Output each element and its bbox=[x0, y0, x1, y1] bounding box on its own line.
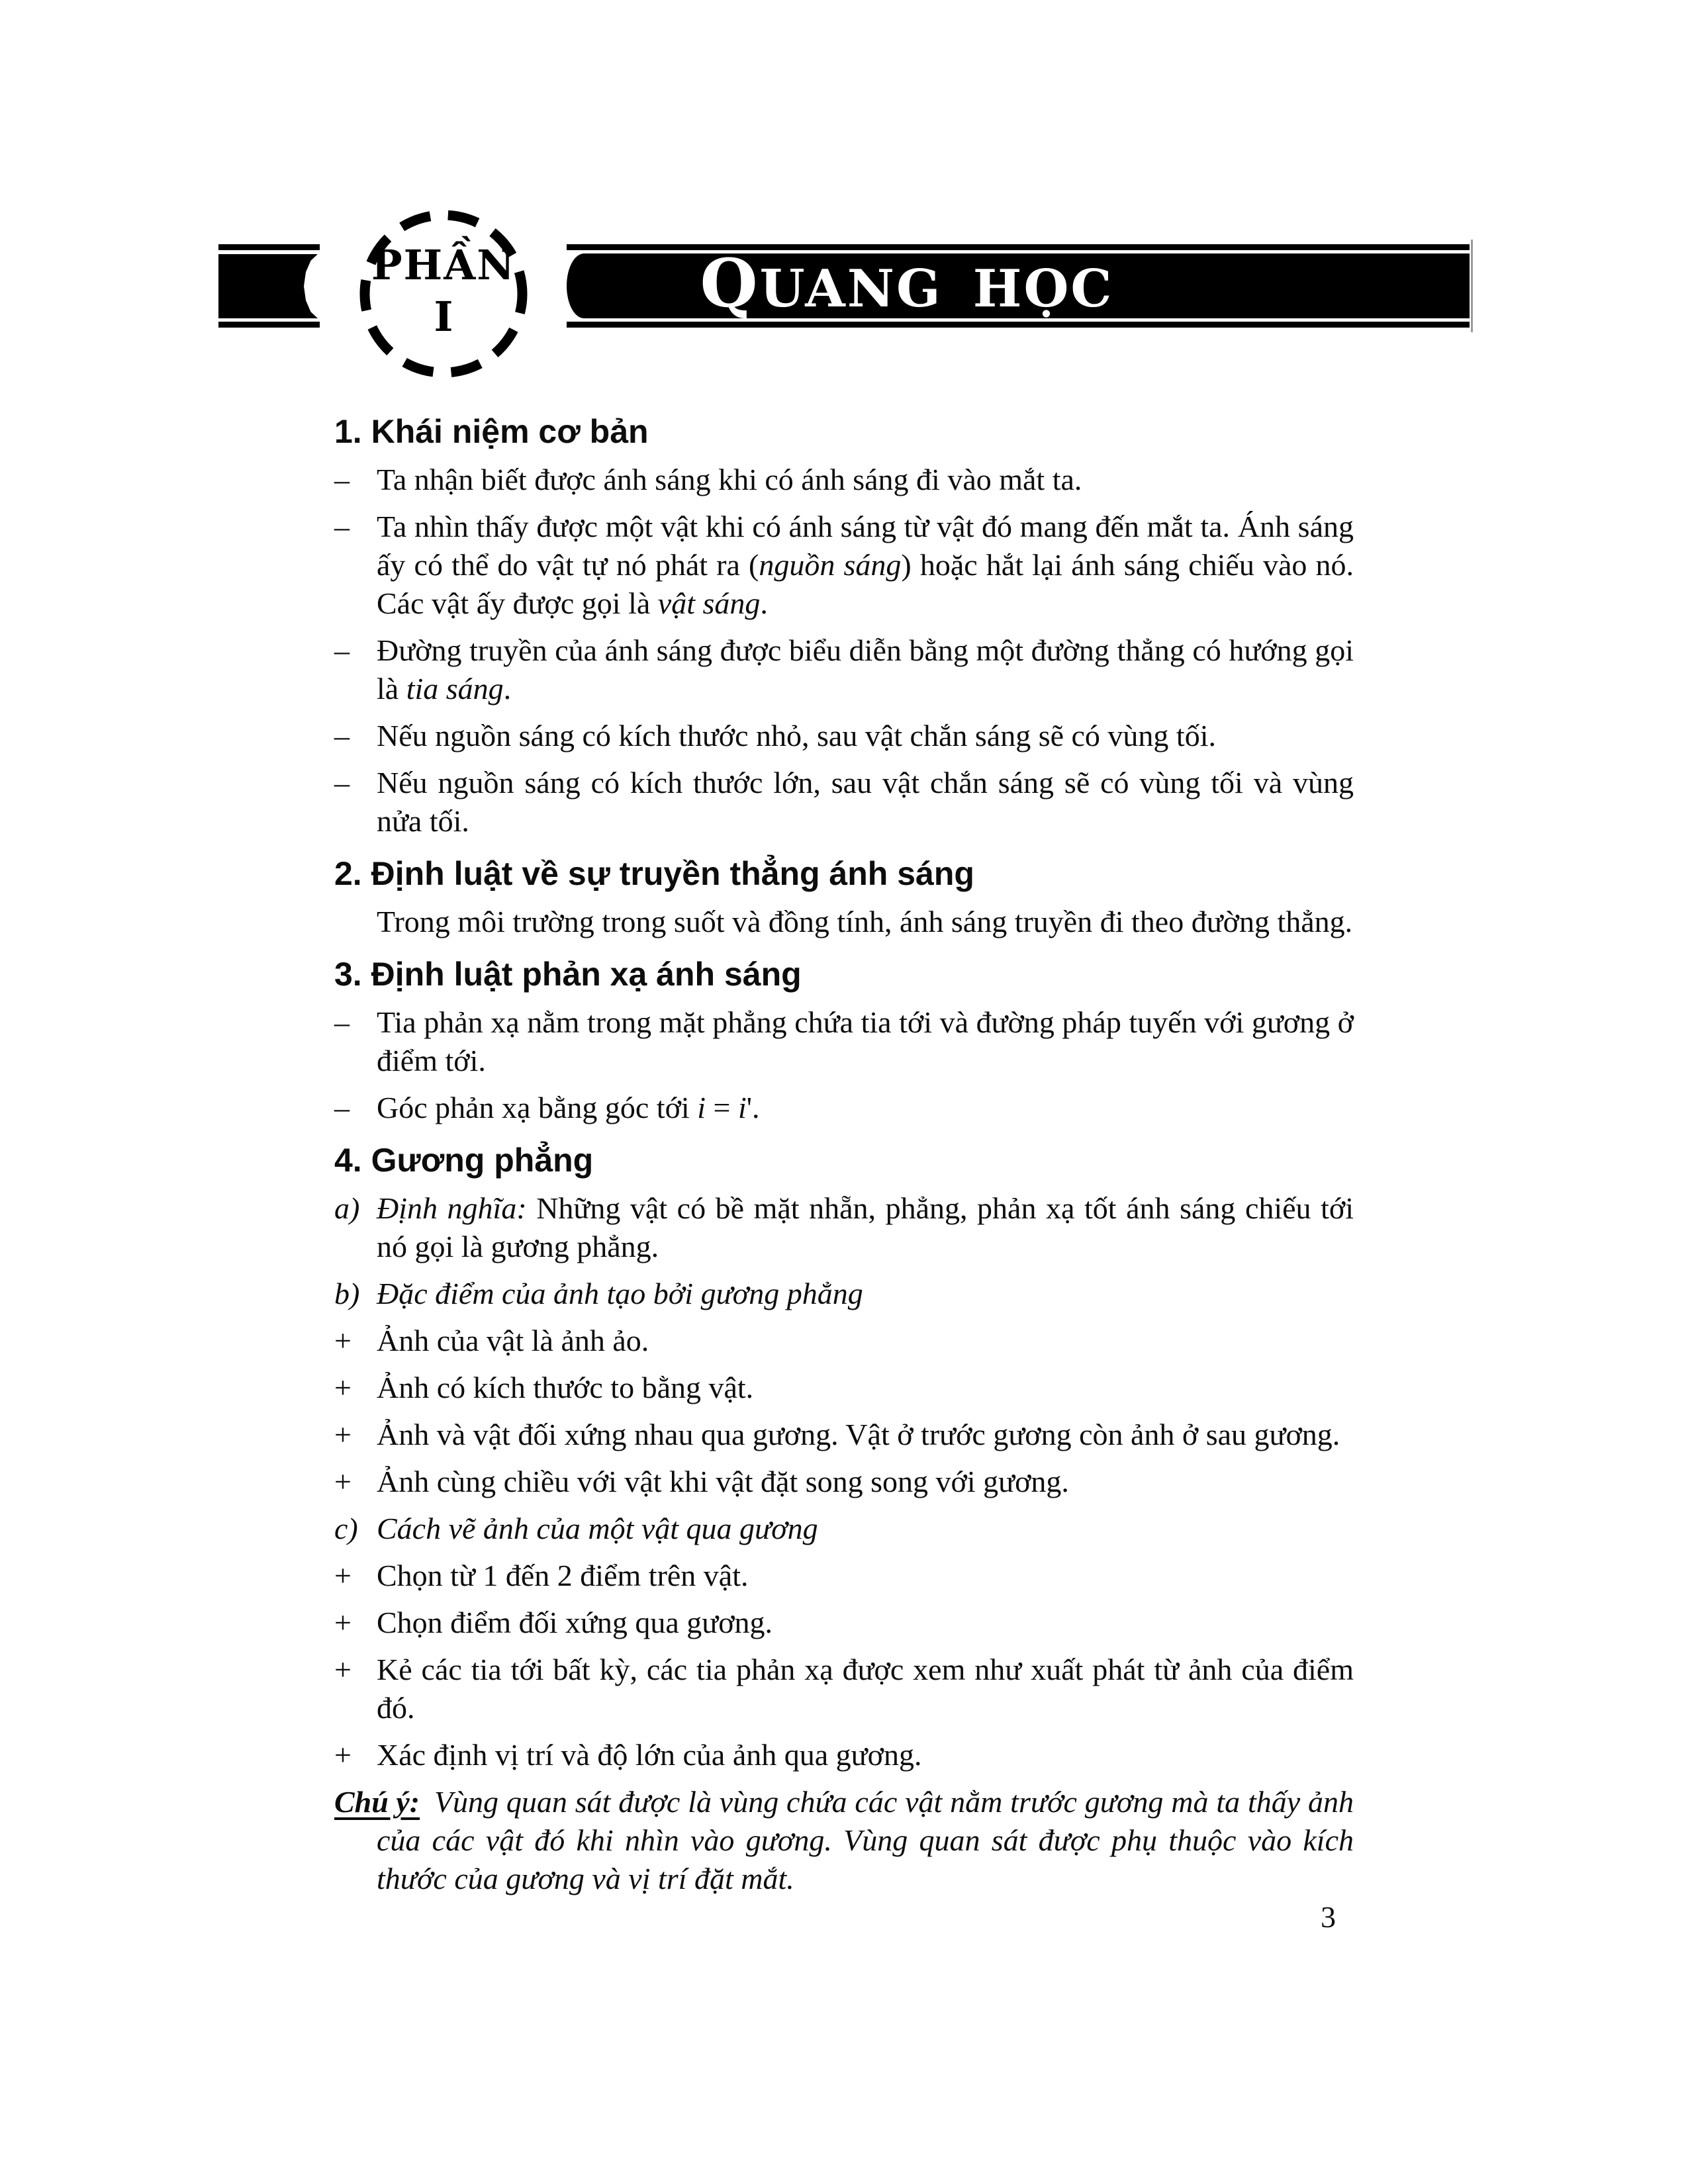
list-item bbox=[334, 1189, 1354, 1266]
list-marker: + bbox=[334, 1418, 352, 1451]
text-run: Chọn điểm đối xứng qua gương. bbox=[377, 1606, 773, 1639]
text-run: Đặc điểm của ảnh tạo bởi gương phẳng bbox=[377, 1277, 863, 1310]
list-marker: – bbox=[334, 510, 350, 543]
list-marker: + bbox=[334, 1324, 352, 1357]
text-run: . bbox=[760, 586, 768, 620]
list-item bbox=[334, 1275, 1354, 1313]
header-bar-left bbox=[218, 254, 318, 318]
text-run: i bbox=[697, 1091, 706, 1124]
part-badge-word: PHẦN bbox=[371, 241, 516, 289]
section-heading: 4. Gương phẳng bbox=[334, 1142, 594, 1179]
header-bar-end-line bbox=[1471, 240, 1473, 332]
list-marker: a) bbox=[334, 1191, 360, 1225]
section-heading: 2. Định luật về sự truyền thẳng ánh sáng bbox=[334, 855, 974, 892]
list-marker: Chú ý: bbox=[334, 1785, 420, 1819]
list-item bbox=[334, 1651, 1354, 1727]
text-run: Góc phản xạ bằng góc tới bbox=[377, 1091, 698, 1124]
list-marker: c) bbox=[334, 1512, 358, 1545]
list-marker: – bbox=[334, 1005, 350, 1039]
text-run: Ta nhận biết được ánh sáng khi có ánh sáng đi vào mắt ta. bbox=[377, 463, 1082, 496]
text-run: Định nghĩa: bbox=[377, 1191, 527, 1225]
content-column bbox=[334, 412, 1354, 1907]
text-run: . bbox=[503, 672, 512, 705]
header-rule-top-left bbox=[218, 244, 320, 250]
part-badge-numeral: I bbox=[434, 293, 453, 341]
text-run: tia sáng bbox=[406, 672, 504, 705]
text-run: Vùng quan sát được là vùng chứa các vật nằm trước gương mà ta thấy ảnh của các vật đó khi nhìn vào gương. Vùng quan sát được phụ thuộc vào kích thước của gương và vị trí đặt mắt. bbox=[377, 1785, 1354, 1895]
text-run: i bbox=[737, 1091, 747, 1124]
list-marker: + bbox=[334, 1653, 352, 1686]
text-run: Kẻ các tia tới bất kỳ, các tia phản xạ được xem như xuất phát từ ảnh của điểm đó. bbox=[377, 1653, 1354, 1725]
text-run: Tia phản xạ nằm trong mặt phẳng chứa tia tới và đường pháp tuyến với gương ở điểm tới. bbox=[377, 1005, 1354, 1077]
text-run: nguồn sáng bbox=[759, 548, 902, 582]
text-run: Cách vẽ ảnh của một vật qua gương bbox=[377, 1512, 818, 1545]
text-run: ) hoặc hắt lại ánh sáng chiếu vào nó. Các vật ấy được gọi là bbox=[377, 548, 1354, 620]
text-run: Xác định vị trí và độ lớn của ảnh qua gương. bbox=[377, 1738, 922, 1772]
text-run: Ảnh có kích thước to bằng vật. bbox=[377, 1371, 754, 1404]
list-item bbox=[334, 631, 1354, 708]
text-run: Đường truyền của ánh sáng được biểu diễn bằng một đường thẳng có hướng gọi là bbox=[377, 633, 1354, 705]
list-marker: b) bbox=[334, 1277, 360, 1310]
list-item bbox=[334, 1003, 1354, 1080]
list-marker: – bbox=[334, 719, 350, 752]
text-run: Ảnh và vật đối xứng nhau qua gương. Vật ở trước gương còn ảnh ở sau gương. bbox=[377, 1418, 1340, 1451]
header-rule-bottom bbox=[567, 322, 1470, 328]
list-marker: + bbox=[334, 1465, 352, 1498]
list-item bbox=[334, 508, 1354, 623]
section-heading: 1. Khái niệm cơ bản bbox=[334, 413, 649, 450]
list-marker: + bbox=[334, 1559, 352, 1592]
text-run: Trong môi trường trong suốt và đồng tính, ánh sáng truyền đi theo đường thẳng. bbox=[377, 905, 1353, 938]
list-marker: – bbox=[334, 1091, 350, 1124]
text-run: Chọn từ 1 đến 2 điểm trên vật. bbox=[377, 1559, 749, 1592]
note-paragraph bbox=[334, 1783, 1354, 1898]
text-run: vật sáng bbox=[657, 586, 761, 620]
list-item bbox=[334, 1510, 1354, 1548]
list-marker: + bbox=[334, 1738, 352, 1772]
list-marker: + bbox=[334, 1371, 352, 1404]
text-run: Ảnh cùng chiều với vật khi vật đặt song song với gương. bbox=[377, 1465, 1069, 1498]
list-item bbox=[334, 1557, 1354, 1595]
list-item bbox=[334, 717, 1354, 755]
list-item bbox=[334, 1089, 1354, 1127]
list-item bbox=[334, 1736, 1354, 1774]
list-item bbox=[334, 461, 1354, 499]
text-run: Nếu nguồn sáng có kích thước lớn, sau vật chắn sáng sẽ có vùng tối và vùng nửa tối. bbox=[377, 766, 1354, 838]
text-run: Ảnh của vật là ảnh ảo. bbox=[377, 1324, 649, 1357]
list-item bbox=[334, 1322, 1354, 1360]
text-run: Nếu nguồn sáng có kích thước nhỏ, sau vật chắn sáng sẽ có vùng tối. bbox=[377, 719, 1216, 752]
text-run: '. bbox=[746, 1091, 760, 1124]
text-run: Những vật có bề mặt nhẵn, phẳng, phản xạ tốt ánh sáng chiếu tới nó gọi là gương phẳng. bbox=[377, 1191, 1354, 1263]
page-number: 3 bbox=[1321, 1900, 1336, 1934]
part-badge-text bbox=[356, 204, 531, 379]
part-badge bbox=[356, 206, 531, 381]
list-marker: – bbox=[334, 463, 350, 496]
list-marker: + bbox=[334, 1606, 352, 1639]
list-item bbox=[334, 1463, 1354, 1501]
list-item bbox=[334, 1416, 1354, 1454]
list-item bbox=[334, 1369, 1354, 1407]
list-marker: – bbox=[334, 766, 350, 799]
paragraph bbox=[334, 903, 1354, 941]
list-item bbox=[334, 764, 1354, 841]
text-run: = bbox=[705, 1091, 738, 1124]
chapter-title: QUANG HỌC bbox=[700, 244, 1114, 322]
list-item bbox=[334, 1604, 1354, 1642]
header-rule-bottom-left bbox=[218, 322, 320, 328]
section-heading: 3. Định luật phản xạ ánh sáng bbox=[334, 956, 802, 993]
list-marker: – bbox=[334, 633, 350, 667]
text-run: Ta nhìn thấy được một vật khi có ánh sáng từ vật đó mang đến mắt ta. Ánh sáng ấy có thể do vật tự nó phát ra ( bbox=[377, 510, 1354, 582]
